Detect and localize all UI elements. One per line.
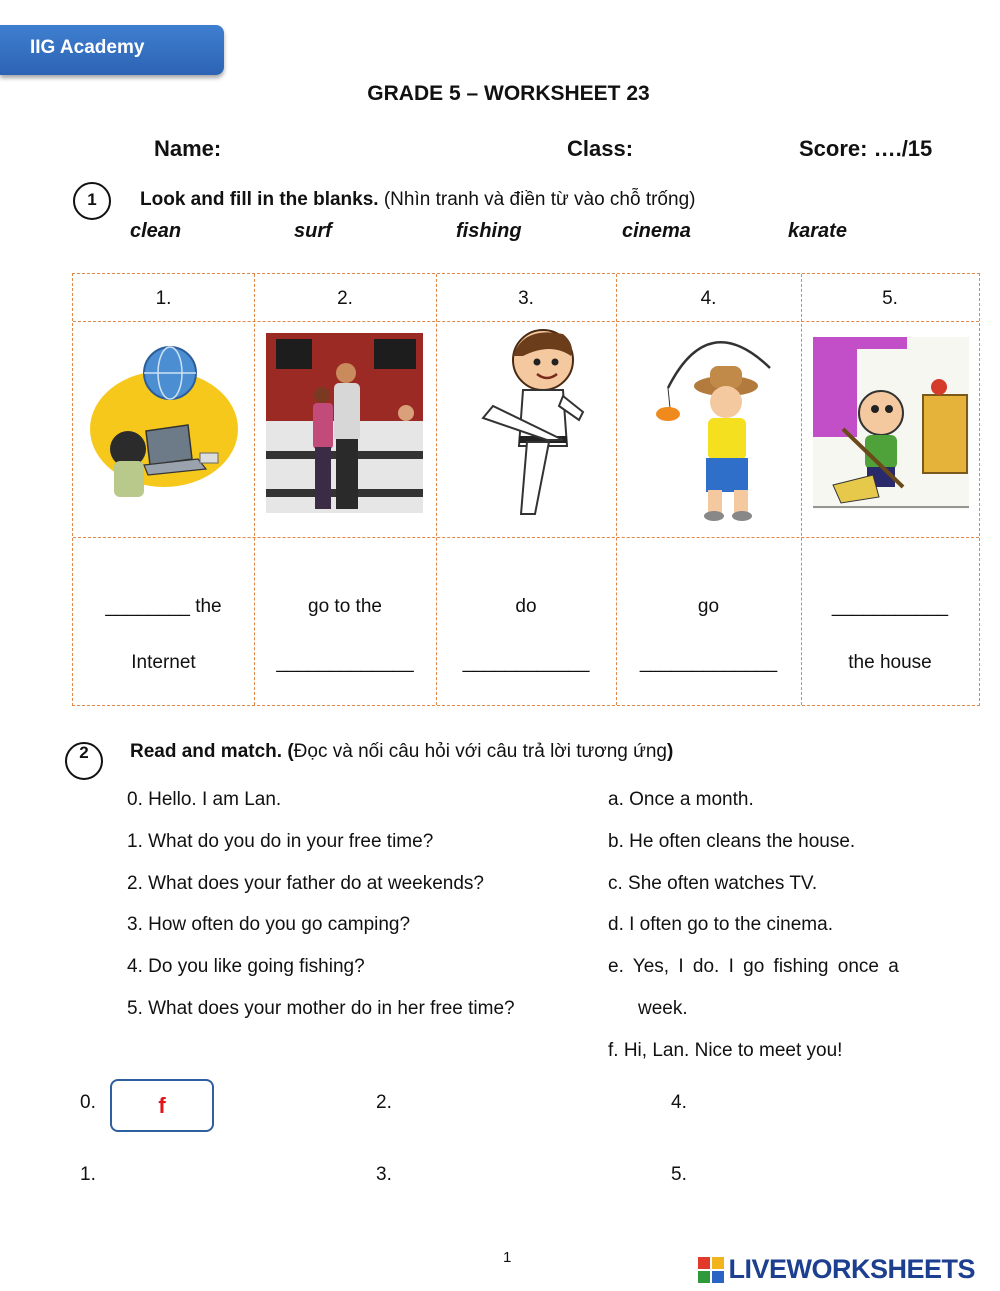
answer-item: a. Once a month. [608,789,754,810]
answer-label-0: 0. [80,1092,96,1113]
karate-boy-image [463,326,593,522]
answer-item-continued: week. [638,998,688,1019]
answer-label-2: 2. [376,1092,392,1113]
blank-text-2: go to the [308,596,382,617]
answer-item: c. She often watches TV. [608,873,818,894]
blank-line-3[interactable]: ____________ [462,652,590,673]
column-number: 3. [518,288,534,309]
answer-item: d. I often go to the cinema. [608,914,833,935]
blank-line-1[interactable]: ________ the [105,596,222,617]
section-2-number: 2 [65,742,103,780]
section-1-instruction-vn: (Nhìn tranh và điền từ vào chỗ trống) [378,189,696,210]
liveworksheets-logo-text: LIVEWORKSHEETS [728,1254,975,1284]
worksheet-title: GRADE 5 – WORKSHEET 23 [367,82,650,105]
liveworksheets-logo [698,1254,975,1286]
word-bank-item: surf [294,220,332,242]
section-1-number: 1 [73,182,111,220]
word-bank-item: clean [130,220,182,242]
score-label: Score: …./15 [799,136,933,161]
boy-computer-image [88,329,240,504]
answer-label-4: 4. [671,1092,687,1113]
blank-line-2[interactable]: _____________ [276,652,414,673]
cinema-couple-image [266,333,423,513]
answer-label-1: 1. [80,1164,96,1185]
question-item: 4. Do you like going fishing? [127,956,365,977]
picture-table [72,273,980,706]
question-item: 3. How often do you go camping? [127,914,411,935]
blank-text-3: do [515,596,537,617]
blank-line-5[interactable]: ___________ [831,596,949,617]
answer-item: e. Yes, I do. I go fishing once a [608,956,899,977]
name-label: Name: [154,136,222,161]
blank-text-1: Internet [131,652,196,673]
answer-label-3: 3. [376,1164,392,1185]
blank-text-5: the house [848,652,932,673]
word-bank-item: cinema [622,220,691,242]
word-bank-item: fishing [456,220,522,242]
column-number: 5. [882,288,898,309]
question-item: 1. What do you do in your free time? [127,831,434,852]
liveworksheets-logo-icon [698,1257,724,1283]
answer-box-0[interactable]: f [110,1079,214,1132]
question-item: 0. Hello. I am Lan. [127,789,282,810]
section-2-instruction-vn: Đọc và nối câu hỏi với câu trả lời tương ứng [293,741,667,762]
column-number: 4. [700,288,717,309]
section-2-instruction [130,741,673,763]
word-bank-item: karate [788,220,847,242]
blank-text-4: go [697,596,720,617]
section-1-instruction-bold: Look and fill in the blanks. [140,189,379,210]
class-label: Class: [567,136,634,161]
answer-item: b. He often cleans the house. [608,831,856,852]
fishing-boy-image [648,328,783,524]
section-2-instruction-bold: Read and match. ( [130,741,294,762]
question-item: 5. What does your mother do in her free time? [127,998,515,1019]
section-2-instruction-close: ) [666,741,674,762]
section-1-instruction [140,189,695,211]
column-number: 1. [155,288,172,309]
page-number: 1 [503,1249,512,1266]
answer-item: f. Hi, Lan. Nice to meet you! [608,1040,843,1061]
blank-line-4[interactable]: _____________ [639,652,778,673]
answer-label-5: 5. [671,1164,687,1185]
question-item: 2. What does your father do at weekends? [127,873,484,894]
column-number: 2. [337,288,353,309]
sweeping-boy-image [813,337,969,509]
iig-academy-badge: IIG Academy [0,25,224,75]
